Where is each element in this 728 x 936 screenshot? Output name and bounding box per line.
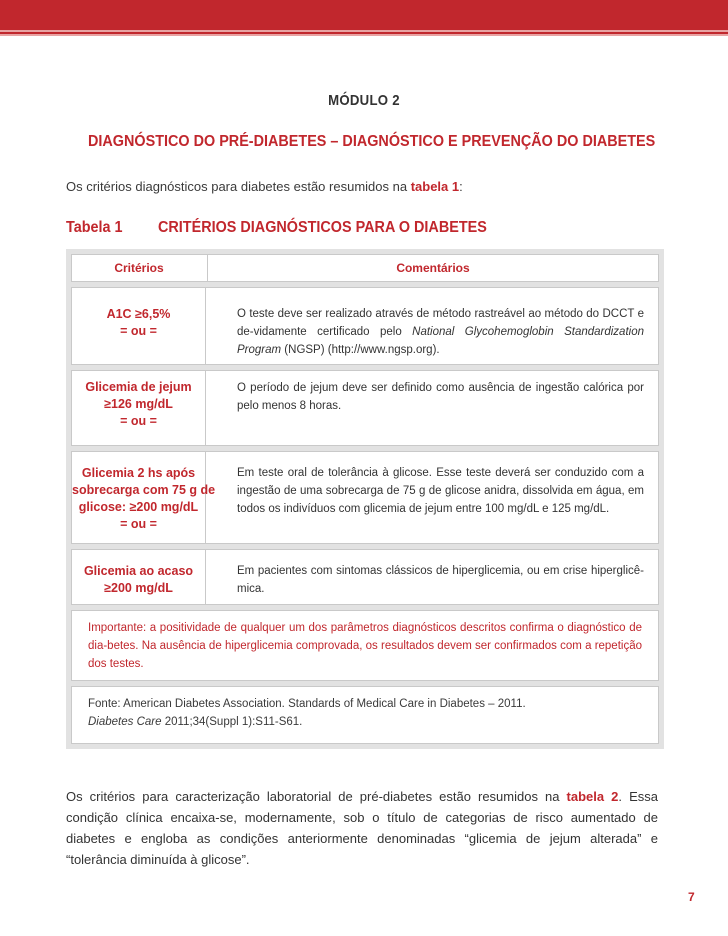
table-label: Tabela 1 xyxy=(66,219,123,236)
page-number: 7 xyxy=(688,890,695,904)
closing-paragraph: Os critérios para caracterização laboratorial de pré-diabetes estão resumidos na tabela 2. Essa condição clínica encaixa-se, modernamente, sob o título de categorias de risco aumentado de diabetes e engloba as condições anteriormente denominadas “glicemia de jejum alterada” e “tolerância diminuída à glicose”. xyxy=(66,789,658,867)
row-criteria: Glicemia de jejum ≥126 mg/dL = ou = xyxy=(72,371,206,445)
row-criteria: Glicemia 2 hs após sobrecarga com 75 g de glicose: ≥200 mg/dL = ou = xyxy=(72,452,206,543)
row-criteria: Glicemia ao acaso ≥200 mg/dL xyxy=(72,550,206,604)
row-comment: Em pacientes com sintomas clássicos de hiperglicemia, ou em crise hiperglicê-mica. xyxy=(237,565,644,595)
column-header-comments: Comentários xyxy=(207,255,658,281)
table-title: CRITÉRIOS DIAGNÓSTICOS PARA O DIABETES xyxy=(158,219,487,236)
module-heading: MÓDULO 2 xyxy=(328,92,400,109)
row-criteria: A1C ≥6,5% = ou = xyxy=(72,288,206,364)
table-row xyxy=(71,287,659,365)
top-banner xyxy=(0,0,728,36)
important-note: Importante: a positividade de qualquer um dos parâmetros diagnósticos descritos confirma o diagnóstico de dia-betes. Na ausência de hiperglicemia comprovada, os resultados devem ser confirmados com a repetição dos testes. xyxy=(71,610,659,681)
table-row xyxy=(71,370,659,446)
table-source: Fonte: American Diabetes Association. Standards of Medical Care in Diabetes – 2011. Diabetes Care 2011;34(Suppl 1):S11-S61. xyxy=(71,686,659,744)
row-comment: O período de jejum deve ser definido como ausência de ingestão calórica por pelo menos 8 horas. xyxy=(237,382,644,412)
table-row xyxy=(71,451,659,544)
column-header-criteria: Critérios xyxy=(114,261,164,275)
row-comment: Em teste oral de tolerância à glicose. Esse teste deverá ser conduzido com a ingestão de uma sobrecarga de 75 g de glicose anidra, dissolvida em água, em todos os indivíduos com glicemia de jejum entre 100 mg/dL e 125 mg/dL. xyxy=(237,467,644,515)
intro-paragraph: Os critérios diagnósticos para diabetes estão resumidos na tabela 1: xyxy=(66,179,463,194)
table-header xyxy=(71,254,659,282)
table-2-reference: tabela 2 xyxy=(566,789,619,804)
page-title: DIAGNÓSTICO DO PRÉ-DIABETES – DIAGNÓSTICO E PREVENÇÃO DO DIABETES xyxy=(88,133,656,150)
table-row xyxy=(71,549,659,605)
row-comment: O teste deve ser realizado através de método rastreável ao método do DCCT e de-vidamente certificado pelo National Glycohemoglobin Standardization Program (NGSP) (http://www.ngsp.org). xyxy=(237,308,644,356)
table-1-reference: tabela 1 xyxy=(410,179,460,194)
